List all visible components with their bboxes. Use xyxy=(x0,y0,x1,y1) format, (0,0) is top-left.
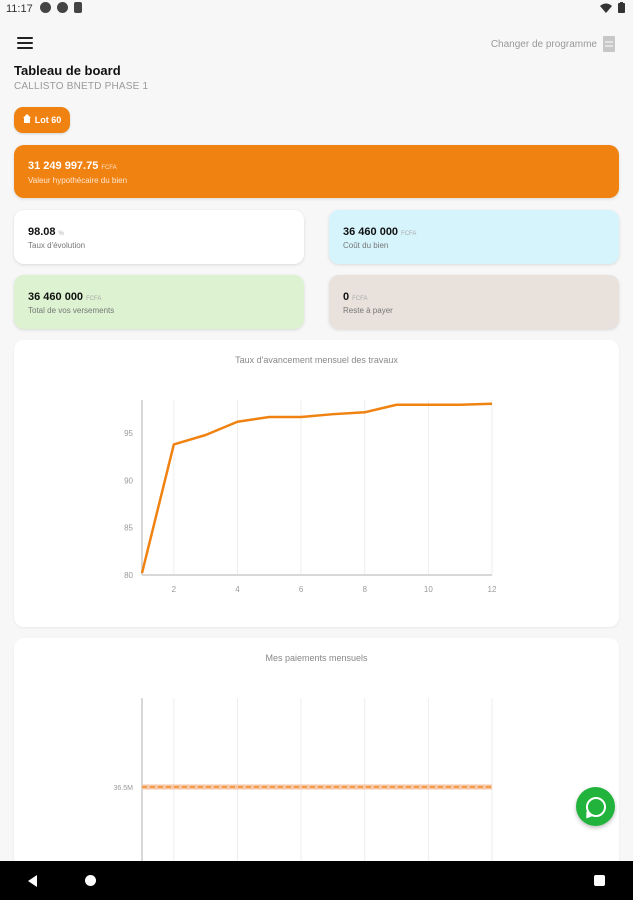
battery-icon xyxy=(618,2,625,13)
progress-series-line xyxy=(142,404,492,573)
total-payments-label: Total de vos versements xyxy=(28,306,115,315)
program-name: CALLISTO BNETD PHASE 1 xyxy=(14,81,149,92)
menu-icon[interactable] xyxy=(17,37,33,49)
currency-unit: FCFA xyxy=(86,296,102,302)
payments-chart-title: Mes paiements mensuels xyxy=(265,653,368,663)
change-program-label: Changer de programme xyxy=(490,38,597,50)
currency-unit: FCFA xyxy=(401,231,417,237)
y-tick-label: 90 xyxy=(124,476,133,486)
remaining-card xyxy=(329,275,619,329)
property-cost-label: Coût du bien xyxy=(343,241,389,250)
building-icon xyxy=(603,36,615,52)
progress-chart-card xyxy=(14,340,619,627)
system-nav-bar xyxy=(0,861,633,900)
recents-icon[interactable] xyxy=(594,875,605,886)
y-tick-label: 85 xyxy=(124,523,133,533)
app-notification-icon xyxy=(57,2,68,13)
x-tick-label: 6 xyxy=(298,585,304,594)
wifi-icon xyxy=(600,3,612,13)
back-icon[interactable] xyxy=(28,875,37,887)
payments-chart-card xyxy=(14,638,619,868)
whatsapp-icon xyxy=(586,797,606,817)
progress-rate-label: Taux d'évolution xyxy=(28,241,86,250)
progress-chart-title: Taux d'avancement mensuel des travaux xyxy=(235,355,398,365)
page-title: Tableau de board xyxy=(14,63,121,78)
lot-label: Lot 60 xyxy=(34,115,62,125)
progress-rate-card xyxy=(14,210,304,264)
total-payments-value: 36 460 000 xyxy=(28,291,84,303)
lot-chip[interactable] xyxy=(14,107,70,133)
mortgage-value-card xyxy=(14,145,619,198)
property-cost-value: 36 460 000 xyxy=(343,226,399,238)
mortgage-value: 31 249 997.75 xyxy=(28,160,99,172)
total-payments-card xyxy=(14,275,304,329)
app-bar xyxy=(0,18,633,68)
y-tick-label: 36.5M xyxy=(113,785,133,792)
notification-icons xyxy=(40,2,82,13)
progress-rate-value: 98.08 xyxy=(28,226,56,238)
x-tick-label: 10 xyxy=(423,585,433,594)
currency-unit: FCFA xyxy=(352,296,368,302)
remaining-value: 0 xyxy=(343,291,350,303)
x-tick-label: 8 xyxy=(362,585,367,594)
remaining-label: Reste à payer xyxy=(343,306,393,315)
app-notification-icon xyxy=(40,2,51,13)
property-cost-card xyxy=(329,210,619,264)
whatsapp-button[interactable] xyxy=(576,787,615,826)
mortgage-value-label: Valeur hypothécaire du bien xyxy=(28,176,128,185)
system-icons xyxy=(600,2,625,13)
percent-unit: % xyxy=(58,231,64,237)
change-program-button[interactable] xyxy=(491,36,615,52)
y-tick-label: 80 xyxy=(124,571,133,580)
home-nav-icon[interactable] xyxy=(85,875,96,886)
progress-chart xyxy=(14,340,619,627)
sim-icon xyxy=(74,2,82,13)
payments-chart xyxy=(14,638,619,868)
home-icon xyxy=(23,117,31,124)
status-time: 11:17 xyxy=(6,3,33,15)
x-tick-label: 12 xyxy=(487,585,497,594)
x-tick-label: 4 xyxy=(235,585,240,594)
status-bar xyxy=(0,0,633,18)
x-tick-label: 2 xyxy=(171,585,177,594)
currency-unit: FCFA xyxy=(101,165,117,171)
y-tick-label: 95 xyxy=(124,429,133,439)
